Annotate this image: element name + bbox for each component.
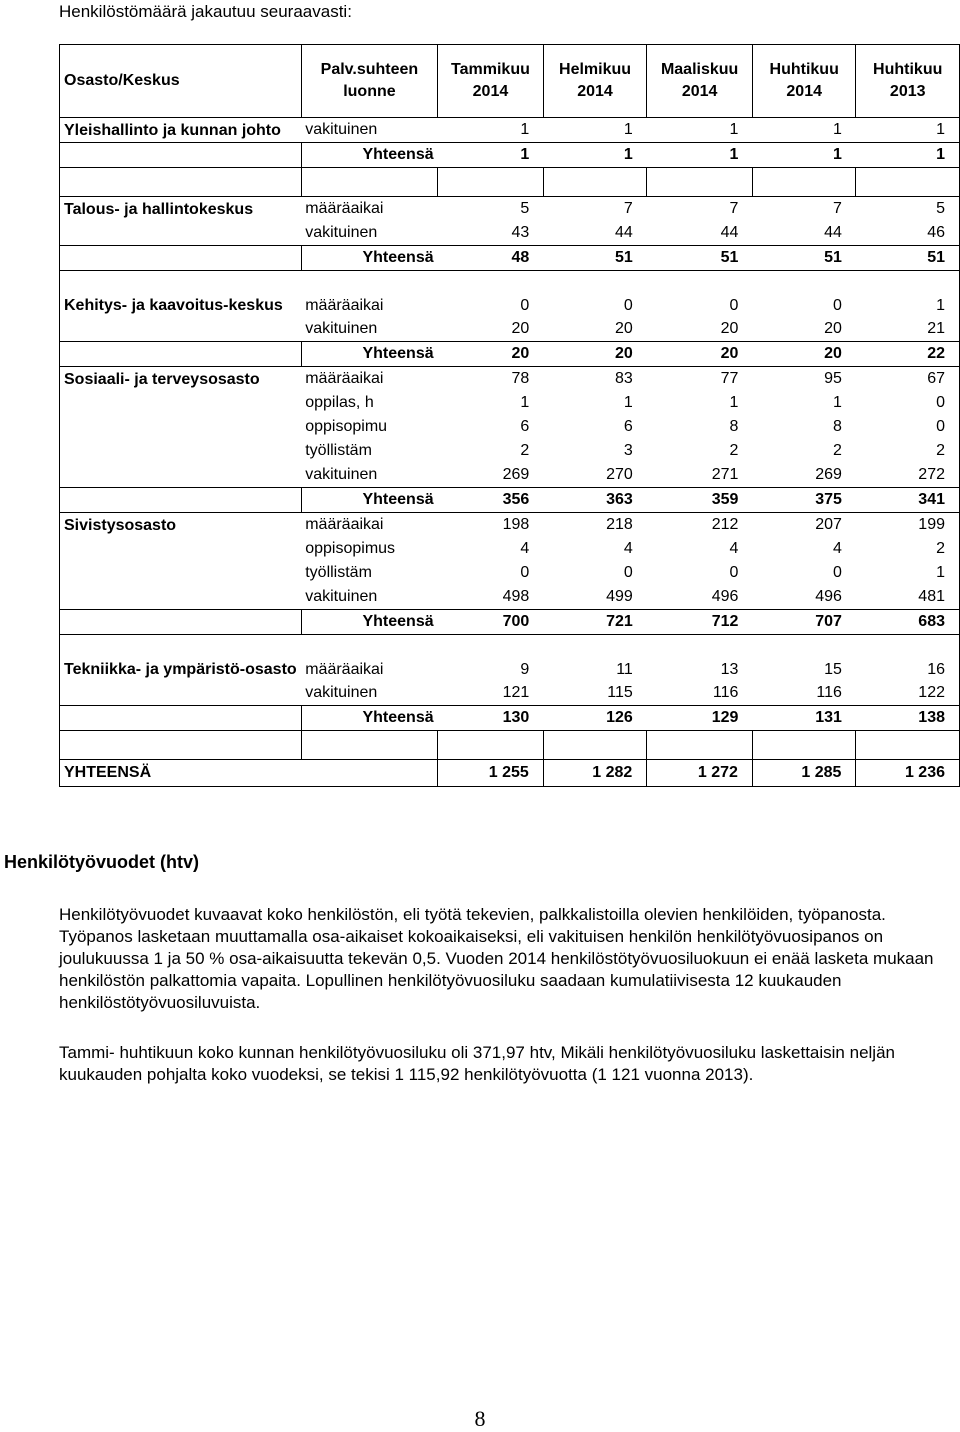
- dept-name: Talous- ja hallintokeskus: [60, 197, 302, 222]
- total-label: Yhteensä: [301, 342, 437, 367]
- value-cell: 5: [856, 197, 960, 222]
- total-label: Yhteensä: [301, 246, 437, 271]
- spacer-cell: [60, 168, 302, 197]
- total-row: [60, 488, 960, 513]
- employment-type: vakituinen: [305, 588, 378, 605]
- value-cell: 0: [833, 297, 842, 314]
- value-cell: 4: [520, 540, 530, 557]
- value-cell: 7: [833, 200, 842, 217]
- intro-text: Henkilöstömäärä jakautuu seuraavasti:: [59, 2, 352, 21]
- value-cell: 1: [520, 394, 530, 411]
- value-cell: 496: [815, 588, 842, 605]
- total-value: 51: [543, 246, 647, 271]
- grand-total-value: 1 282: [543, 760, 647, 787]
- value-cell: 6: [623, 418, 633, 435]
- employment-type: vakituinen: [305, 121, 378, 138]
- dept-empty: [60, 488, 302, 513]
- value-cell: 7: [623, 200, 633, 217]
- grand-total-label: YHTEENSÄ: [60, 760, 438, 787]
- value-cell: 8: [729, 418, 739, 435]
- value-cell: 9: [520, 661, 530, 678]
- total-value: 1: [856, 143, 960, 168]
- value-cell: 1: [856, 118, 960, 143]
- value-cell: 116: [816, 684, 842, 701]
- spacer-cell: [752, 731, 856, 760]
- table-row: [60, 561, 960, 585]
- value-cell: 1: [623, 394, 633, 411]
- value-cell: 270: [606, 466, 633, 483]
- dept-empty: [60, 221, 302, 246]
- table-row: [60, 537, 960, 561]
- value-cell: 20: [824, 320, 842, 337]
- value-cell: 271: [711, 466, 739, 483]
- value-cell: 1: [729, 121, 739, 138]
- value-cell: 0: [623, 297, 633, 314]
- grand-total-value: 1 236: [856, 760, 960, 787]
- value-cell: 20: [511, 320, 530, 337]
- spacer-cell: [438, 731, 544, 760]
- total-value: 363: [543, 488, 647, 513]
- dept-empty: [60, 610, 302, 635]
- total-row: [60, 246, 960, 271]
- value-cell: 83: [615, 370, 633, 387]
- value-cell: 0: [520, 297, 530, 314]
- spacer-row: [60, 168, 960, 197]
- spacer-cell: [856, 731, 960, 760]
- value-cell: 2: [833, 442, 842, 459]
- value-cell: 11: [616, 661, 633, 678]
- header-month: Maaliskuu 2014: [647, 45, 753, 118]
- table-row: [60, 415, 960, 439]
- spacer-cell: [752, 168, 856, 197]
- total-value: 700: [438, 610, 544, 635]
- dept-name: Tekniikka- ja ympäristö-osasto: [60, 635, 302, 682]
- value-cell: 269: [502, 466, 530, 483]
- total-value: 356: [438, 488, 544, 513]
- total-value: 1: [543, 143, 647, 168]
- value-cell: 218: [606, 516, 633, 533]
- table-row: [60, 439, 960, 463]
- value-cell: 5: [520, 200, 530, 217]
- dept-empty: [60, 415, 302, 439]
- total-value: 1: [438, 143, 544, 168]
- value-cell: 1: [833, 394, 842, 411]
- total-value: 707: [752, 610, 856, 635]
- value-cell: 269: [815, 466, 842, 483]
- grand-total-row: [60, 760, 960, 787]
- value-cell: 1: [520, 121, 530, 138]
- employment-type: määräaikai: [305, 200, 384, 217]
- dept-name: Kehitys- ja kaavoitus-keskus: [60, 271, 302, 318]
- employment-type: vakituinen: [305, 684, 378, 701]
- grand-total-value: 1 255: [438, 760, 544, 787]
- dept-empty: [60, 317, 302, 342]
- value-cell: 0: [520, 564, 530, 581]
- header-type: Palv.suhteen luonne: [301, 45, 437, 118]
- header-month: Tammikuu 2014: [438, 45, 544, 118]
- employment-type: vakituinen: [305, 320, 378, 337]
- spacer-cell: [647, 731, 753, 760]
- spacer-cell: [60, 731, 302, 760]
- grand-total-value: 1 285: [752, 760, 856, 787]
- total-row: [60, 706, 960, 731]
- dept-empty: [60, 246, 302, 271]
- value-cell: 7: [729, 200, 739, 217]
- value-cell: 44: [615, 224, 633, 241]
- value-cell: 44: [720, 224, 739, 241]
- section-title: Henkilötyövuodet (htv): [4, 852, 200, 872]
- total-value: 129: [647, 706, 753, 731]
- total-value: 20: [647, 342, 753, 367]
- total-value: 131: [752, 706, 856, 731]
- value-cell: 20: [720, 320, 739, 337]
- total-value: 341: [856, 488, 960, 513]
- value-cell: 0: [833, 564, 842, 581]
- header-month: Huhtikuu 2013: [856, 45, 960, 118]
- total-value: 712: [647, 610, 753, 635]
- value-cell: 121: [502, 684, 530, 701]
- value-cell: 2: [856, 537, 960, 561]
- grand-total-value: 1 272: [647, 760, 753, 787]
- spacer-cell: [856, 168, 960, 197]
- dept-empty: [60, 391, 302, 415]
- table-row: [60, 585, 960, 610]
- paragraph-htv-definition: Henkilötyövuodet kuvaavat koko henkilöstön, eli työtä tekevien, palkkalistoilla olevien henkilöiden, työpanosta. Työpanos lasketaan muuttamalla osa-aikaiset kokoaikaiseksi, eli vakituisen henkilön henkilötyövuosipanos on joulukuussa 1 ja 50 % osa-aikaisuutta tekevän 0,5. Vuoden 2014 henkilöstötyövuosiluokuun ei enää lasketa mukaan henkilöstön palkattomia vapaita. Lopullinen henkilötyövuosiluku saadaan kumulatiivisesta 12 kuukauden henkilöstötyövuosiluvuista.: [59, 905, 934, 1012]
- employment-type: määräaikai: [305, 661, 384, 678]
- employment-type: määräaikai: [305, 516, 384, 533]
- value-cell: 1: [623, 121, 633, 138]
- dept-name: Yleishallinto ja kunnan johto: [60, 118, 302, 143]
- employment-type: vakituinen: [305, 466, 378, 483]
- value-cell: 498: [502, 588, 530, 605]
- total-label: Yhteensä: [301, 143, 437, 168]
- value-cell: 1: [856, 561, 960, 585]
- total-value: 20: [543, 342, 647, 367]
- value-cell: 198: [502, 516, 530, 533]
- dept-empty: [60, 463, 302, 488]
- value-cell: 116: [712, 684, 739, 701]
- spacer-row: [60, 731, 960, 760]
- value-cell: 4: [729, 540, 739, 557]
- value-cell: 115: [607, 684, 633, 701]
- header-month: Helmikuu 2014: [543, 45, 647, 118]
- employment-type: oppisopimu: [305, 418, 388, 435]
- total-row: [60, 143, 960, 168]
- total-value: 20: [752, 342, 856, 367]
- value-cell: 21: [856, 317, 960, 342]
- value-cell: 3: [623, 442, 633, 459]
- dept-empty: [60, 681, 302, 706]
- value-cell: 2: [520, 442, 530, 459]
- total-value: 359: [647, 488, 753, 513]
- total-value: 683: [856, 610, 960, 635]
- dept-empty: [60, 342, 302, 367]
- header-month: Huhtikuu 2014: [752, 45, 856, 118]
- spacer-cell: [647, 168, 753, 197]
- table-row: [60, 197, 960, 222]
- value-cell: 67: [856, 367, 960, 392]
- table-row: [60, 118, 960, 143]
- total-label: Yhteensä: [301, 488, 437, 513]
- dept-empty: [60, 537, 302, 561]
- dept-name: Sivistysosasto: [60, 513, 302, 538]
- spacer-cell: [543, 168, 647, 197]
- value-cell: 0: [729, 297, 739, 314]
- dept-name: Sosiaali- ja terveysosasto: [60, 367, 302, 392]
- paragraph-htv-total: Tammi- huhtikuun koko kunnan henkilötyövuosiluku oli 371,97 htv, Mikäli henkilötyövuosiluku laskettaisin neljän kuukauden pohjalta koko vuodeksi, se tekisi 1 115,92 henkilötyövuotta (1 121 vuonna 2013).: [59, 1043, 895, 1084]
- value-cell: 95: [824, 370, 842, 387]
- table-row: [60, 463, 960, 488]
- value-cell: 44: [824, 224, 842, 241]
- value-cell: 1: [856, 271, 960, 318]
- value-cell: 199: [856, 513, 960, 538]
- value-cell: 78: [511, 370, 530, 387]
- employment-type: oppilas, h: [305, 394, 374, 411]
- value-cell: 8: [833, 418, 842, 435]
- total-value: 138: [856, 706, 960, 731]
- total-value: 375: [752, 488, 856, 513]
- total-value: 51: [647, 246, 753, 271]
- total-value: 51: [856, 246, 960, 271]
- table-row: [60, 271, 960, 318]
- value-cell: 122: [856, 681, 960, 706]
- value-cell: 77: [720, 370, 739, 387]
- value-cell: 4: [623, 540, 633, 557]
- dept-empty: [60, 143, 302, 168]
- table-row: [60, 221, 960, 246]
- total-value: 126: [543, 706, 647, 731]
- table-row: [60, 681, 960, 706]
- dept-empty: [60, 585, 302, 610]
- employment-type: määräaikai: [305, 370, 384, 387]
- total-value: 48: [438, 246, 544, 271]
- header-dept: Osasto/Keskus: [60, 45, 302, 118]
- value-cell: 0: [856, 391, 960, 415]
- table-row: [60, 317, 960, 342]
- value-cell: 272: [856, 463, 960, 488]
- page-number: 8: [474, 1406, 486, 1431]
- table-row: [60, 513, 960, 538]
- value-cell: 6: [520, 418, 530, 435]
- value-cell: 207: [815, 516, 842, 533]
- total-value: 51: [752, 246, 856, 271]
- value-cell: 0: [856, 415, 960, 439]
- staff-table: [59, 44, 960, 787]
- total-value: 130: [438, 706, 544, 731]
- dept-empty: [60, 706, 302, 731]
- value-cell: 0: [729, 564, 739, 581]
- total-value: 1: [647, 143, 753, 168]
- spacer-cell: [301, 168, 437, 197]
- value-cell: 15: [824, 661, 842, 678]
- value-cell: 496: [711, 588, 739, 605]
- value-cell: 212: [711, 516, 739, 533]
- total-label: Yhteensä: [301, 610, 437, 635]
- employment-type: oppisopimus: [305, 540, 396, 557]
- table-header-row: [60, 45, 960, 118]
- spacer-cell: [543, 731, 647, 760]
- employment-type: työllistäm: [305, 442, 372, 459]
- total-label: Yhteensä: [301, 706, 437, 731]
- spacer-cell: [438, 168, 544, 197]
- value-cell: 1: [833, 121, 842, 138]
- value-cell: 20: [615, 320, 633, 337]
- dept-empty: [60, 561, 302, 585]
- total-value: 22: [856, 342, 960, 367]
- dept-empty: [60, 439, 302, 463]
- value-cell: 481: [856, 585, 960, 610]
- table-row: [60, 367, 960, 392]
- value-cell: 46: [856, 221, 960, 246]
- employment-type: määräaikai: [305, 297, 384, 314]
- value-cell: 16: [856, 635, 960, 682]
- table-row: [60, 391, 960, 415]
- value-cell: 2: [729, 442, 739, 459]
- employment-type: työllistäm: [305, 564, 372, 581]
- value-cell: 499: [606, 588, 633, 605]
- total-value: 20: [438, 342, 544, 367]
- employment-type: vakituinen: [305, 224, 378, 241]
- value-cell: 4: [833, 540, 842, 557]
- total-row: [60, 342, 960, 367]
- value-cell: 1: [729, 394, 739, 411]
- value-cell: 2: [856, 439, 960, 463]
- table-row: [60, 635, 960, 682]
- value-cell: 43: [511, 224, 530, 241]
- total-value: 721: [543, 610, 647, 635]
- spacer-cell: [301, 731, 437, 760]
- value-cell: 0: [623, 564, 633, 581]
- value-cell: 13: [720, 661, 739, 678]
- total-row: [60, 610, 960, 635]
- total-value: 1: [752, 143, 856, 168]
